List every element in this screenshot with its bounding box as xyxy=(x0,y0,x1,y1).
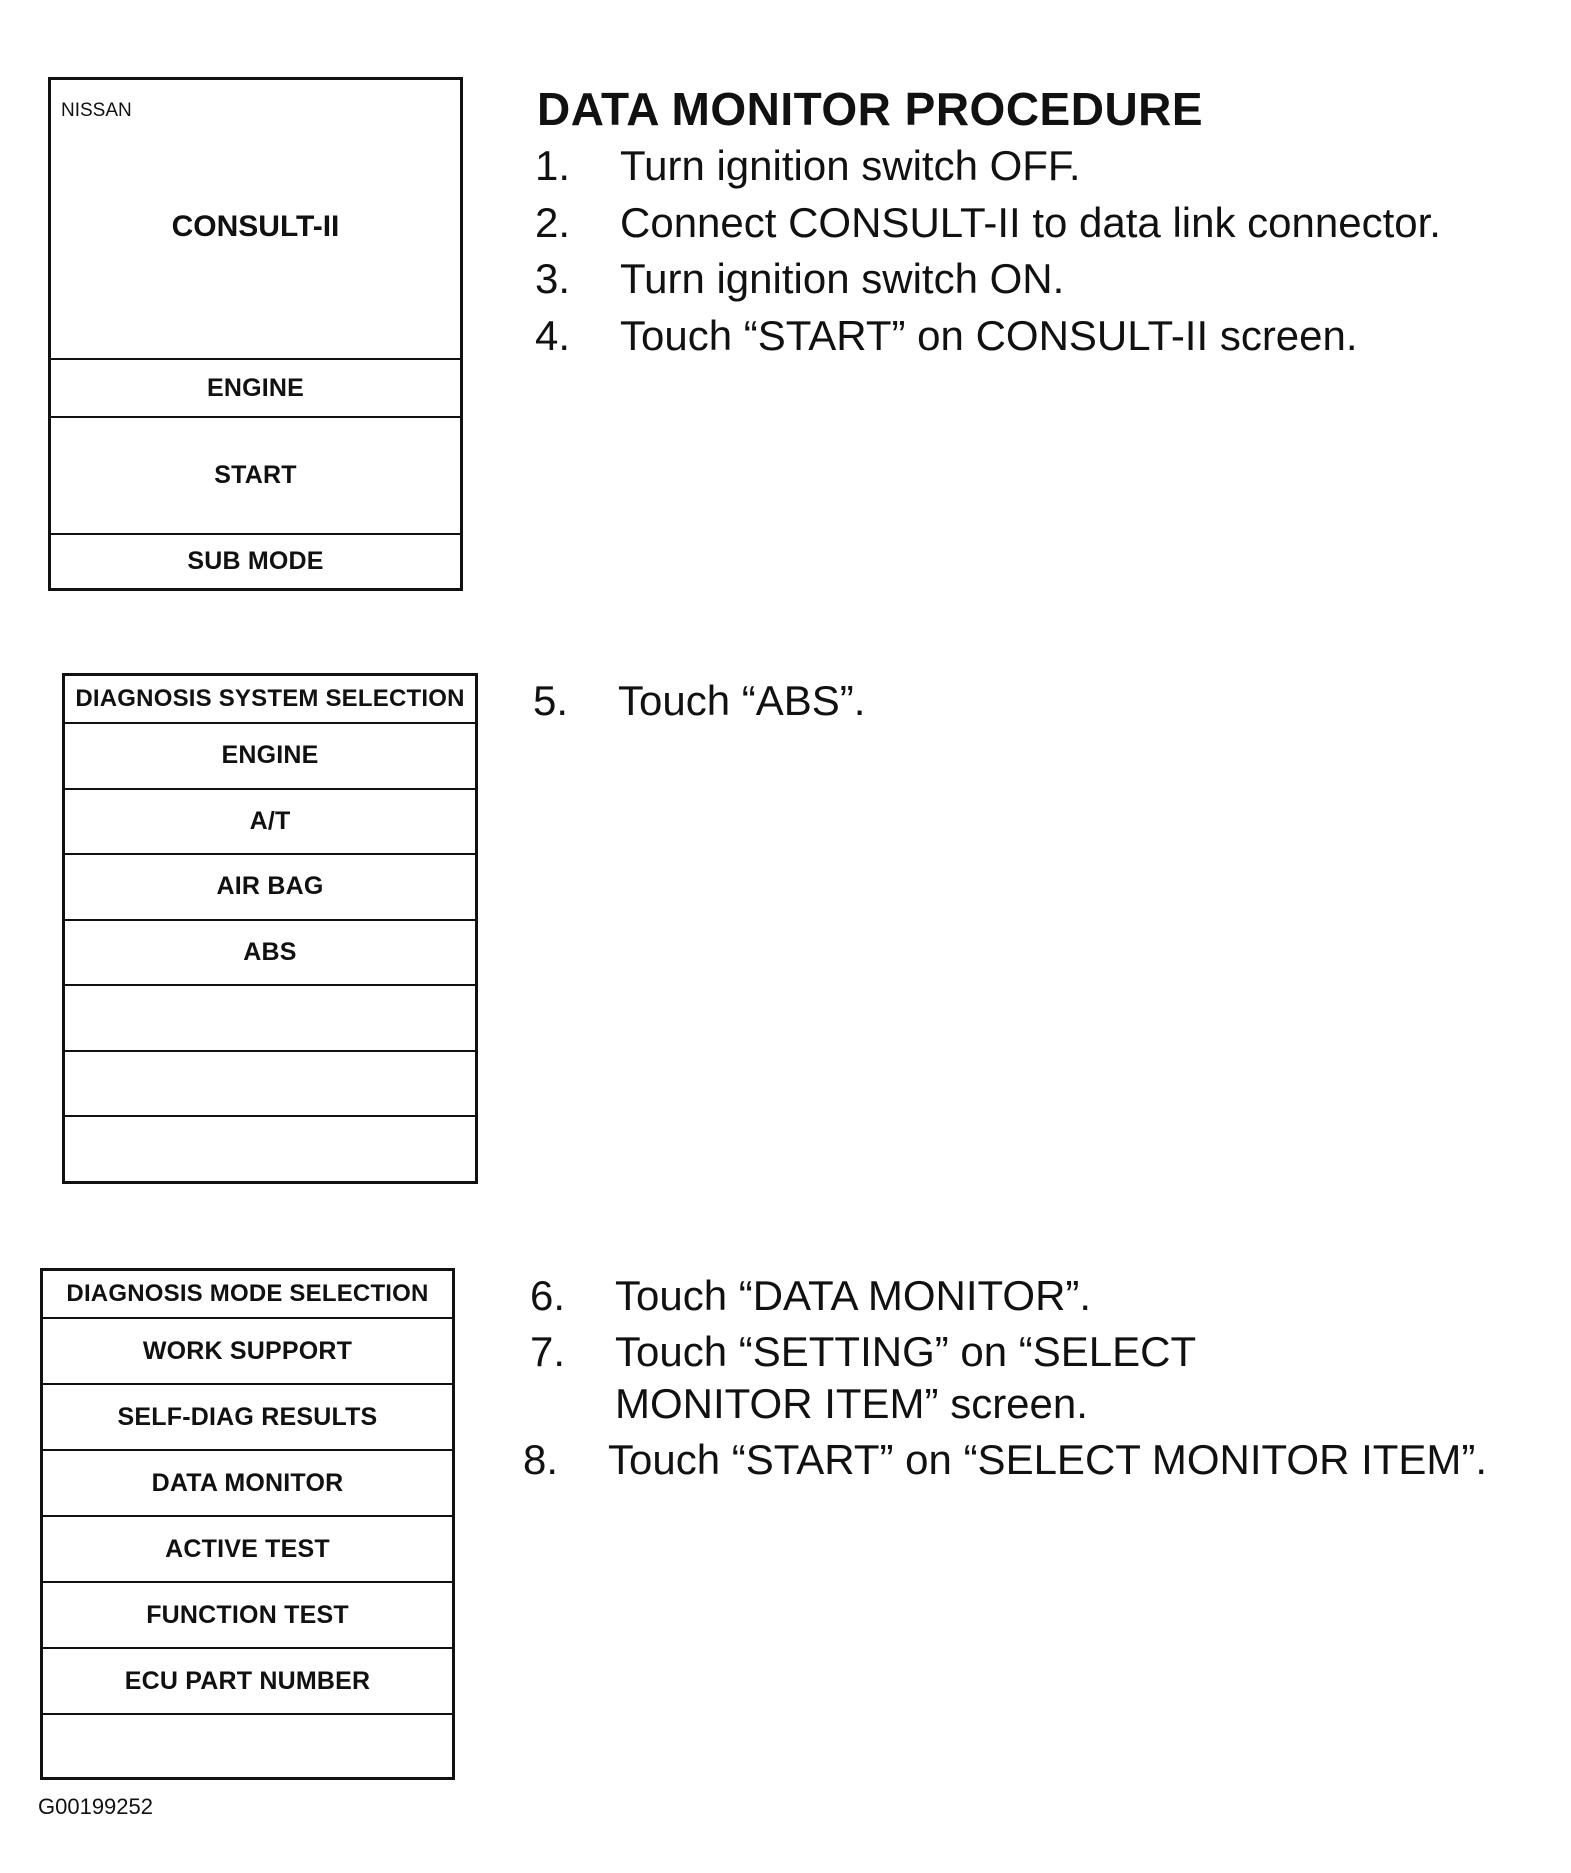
system-item-engine[interactable]: ENGINE xyxy=(65,724,475,790)
step-number: 3. xyxy=(535,255,571,302)
diagnosis-system-selection-screen xyxy=(62,673,478,1184)
diagnosis-mode-selection-screen xyxy=(40,1268,455,1780)
procedure-step xyxy=(535,310,1515,362)
mode-selection-header: DIAGNOSIS MODE SELECTION xyxy=(43,1271,452,1319)
mode-item-empty xyxy=(43,1715,452,1781)
system-item-at[interactable]: A/T xyxy=(65,790,475,856)
mode-item-ecu-part-number[interactable]: ECU PART NUMBER xyxy=(43,1649,452,1715)
consult-start-screen xyxy=(48,77,463,591)
system-selection-header: DIAGNOSIS SYSTEM SELECTION xyxy=(65,676,475,724)
step-text: Touch “START” on CONSULT-II screen. xyxy=(620,312,1358,359)
step-text: Turn ignition switch OFF. xyxy=(620,142,1081,189)
step-number: 4. xyxy=(535,312,571,359)
step-number: 5. xyxy=(533,677,569,724)
step-number: 6. xyxy=(530,1272,566,1319)
procedure-step xyxy=(535,197,1535,249)
procedure-step xyxy=(535,140,1515,192)
start-button[interactable]: START xyxy=(51,418,460,535)
step-text: Touch “DATA MONITOR”. xyxy=(615,1272,1092,1319)
system-item-abs[interactable]: ABS xyxy=(65,921,475,987)
mode-item-self-diag-results[interactable]: SELF-DIAG RESULTS xyxy=(43,1385,452,1451)
step-text: Touch “START” on “SELECT MONITOR ITEM”. xyxy=(608,1436,1488,1483)
procedure-step xyxy=(530,1326,1430,1432)
procedure-step xyxy=(530,1270,1430,1322)
mode-item-work-support[interactable]: WORK SUPPORT xyxy=(43,1319,452,1385)
step-number: 2. xyxy=(535,199,571,246)
step-text: Touch “ABS”. xyxy=(618,677,866,724)
engine-button[interactable]: ENGINE xyxy=(51,360,460,418)
step-text: Turn ignition switch ON. xyxy=(620,255,1065,302)
figure-id: G00199252 xyxy=(38,1794,153,1819)
system-item-empty xyxy=(65,1052,475,1118)
system-item-empty xyxy=(65,986,475,1052)
product-title: CONSULT-II xyxy=(171,210,340,243)
sub-mode-button[interactable]: SUB MODE xyxy=(187,547,324,575)
step-text: Touch “SETTING” on “SELECT xyxy=(615,1328,1197,1375)
mode-item-active-test[interactable]: ACTIVE TEST xyxy=(43,1517,452,1583)
mode-item-data-monitor[interactable]: DATA MONITOR xyxy=(43,1451,452,1517)
step-number: 7. xyxy=(530,1328,566,1375)
consult-splash xyxy=(51,80,460,360)
brand-label: NISSAN xyxy=(61,100,132,121)
mode-item-function-test[interactable]: FUNCTION TEST xyxy=(43,1583,452,1649)
procedure-step xyxy=(523,1434,1563,1486)
procedure-step xyxy=(535,253,1515,305)
step-number: 1. xyxy=(535,142,571,189)
procedure-title: DATA MONITOR PROCEDURE xyxy=(537,83,1204,135)
step-text: Connect CONSULT-II to data link connector. xyxy=(620,199,1441,246)
step-number: 8. xyxy=(523,1436,559,1483)
system-item-empty xyxy=(65,1117,475,1183)
system-item-air-bag[interactable]: AIR BAG xyxy=(65,855,475,921)
step-text-continued: MONITOR ITEM” screen. xyxy=(615,1380,1088,1427)
procedure-step xyxy=(533,675,1233,727)
